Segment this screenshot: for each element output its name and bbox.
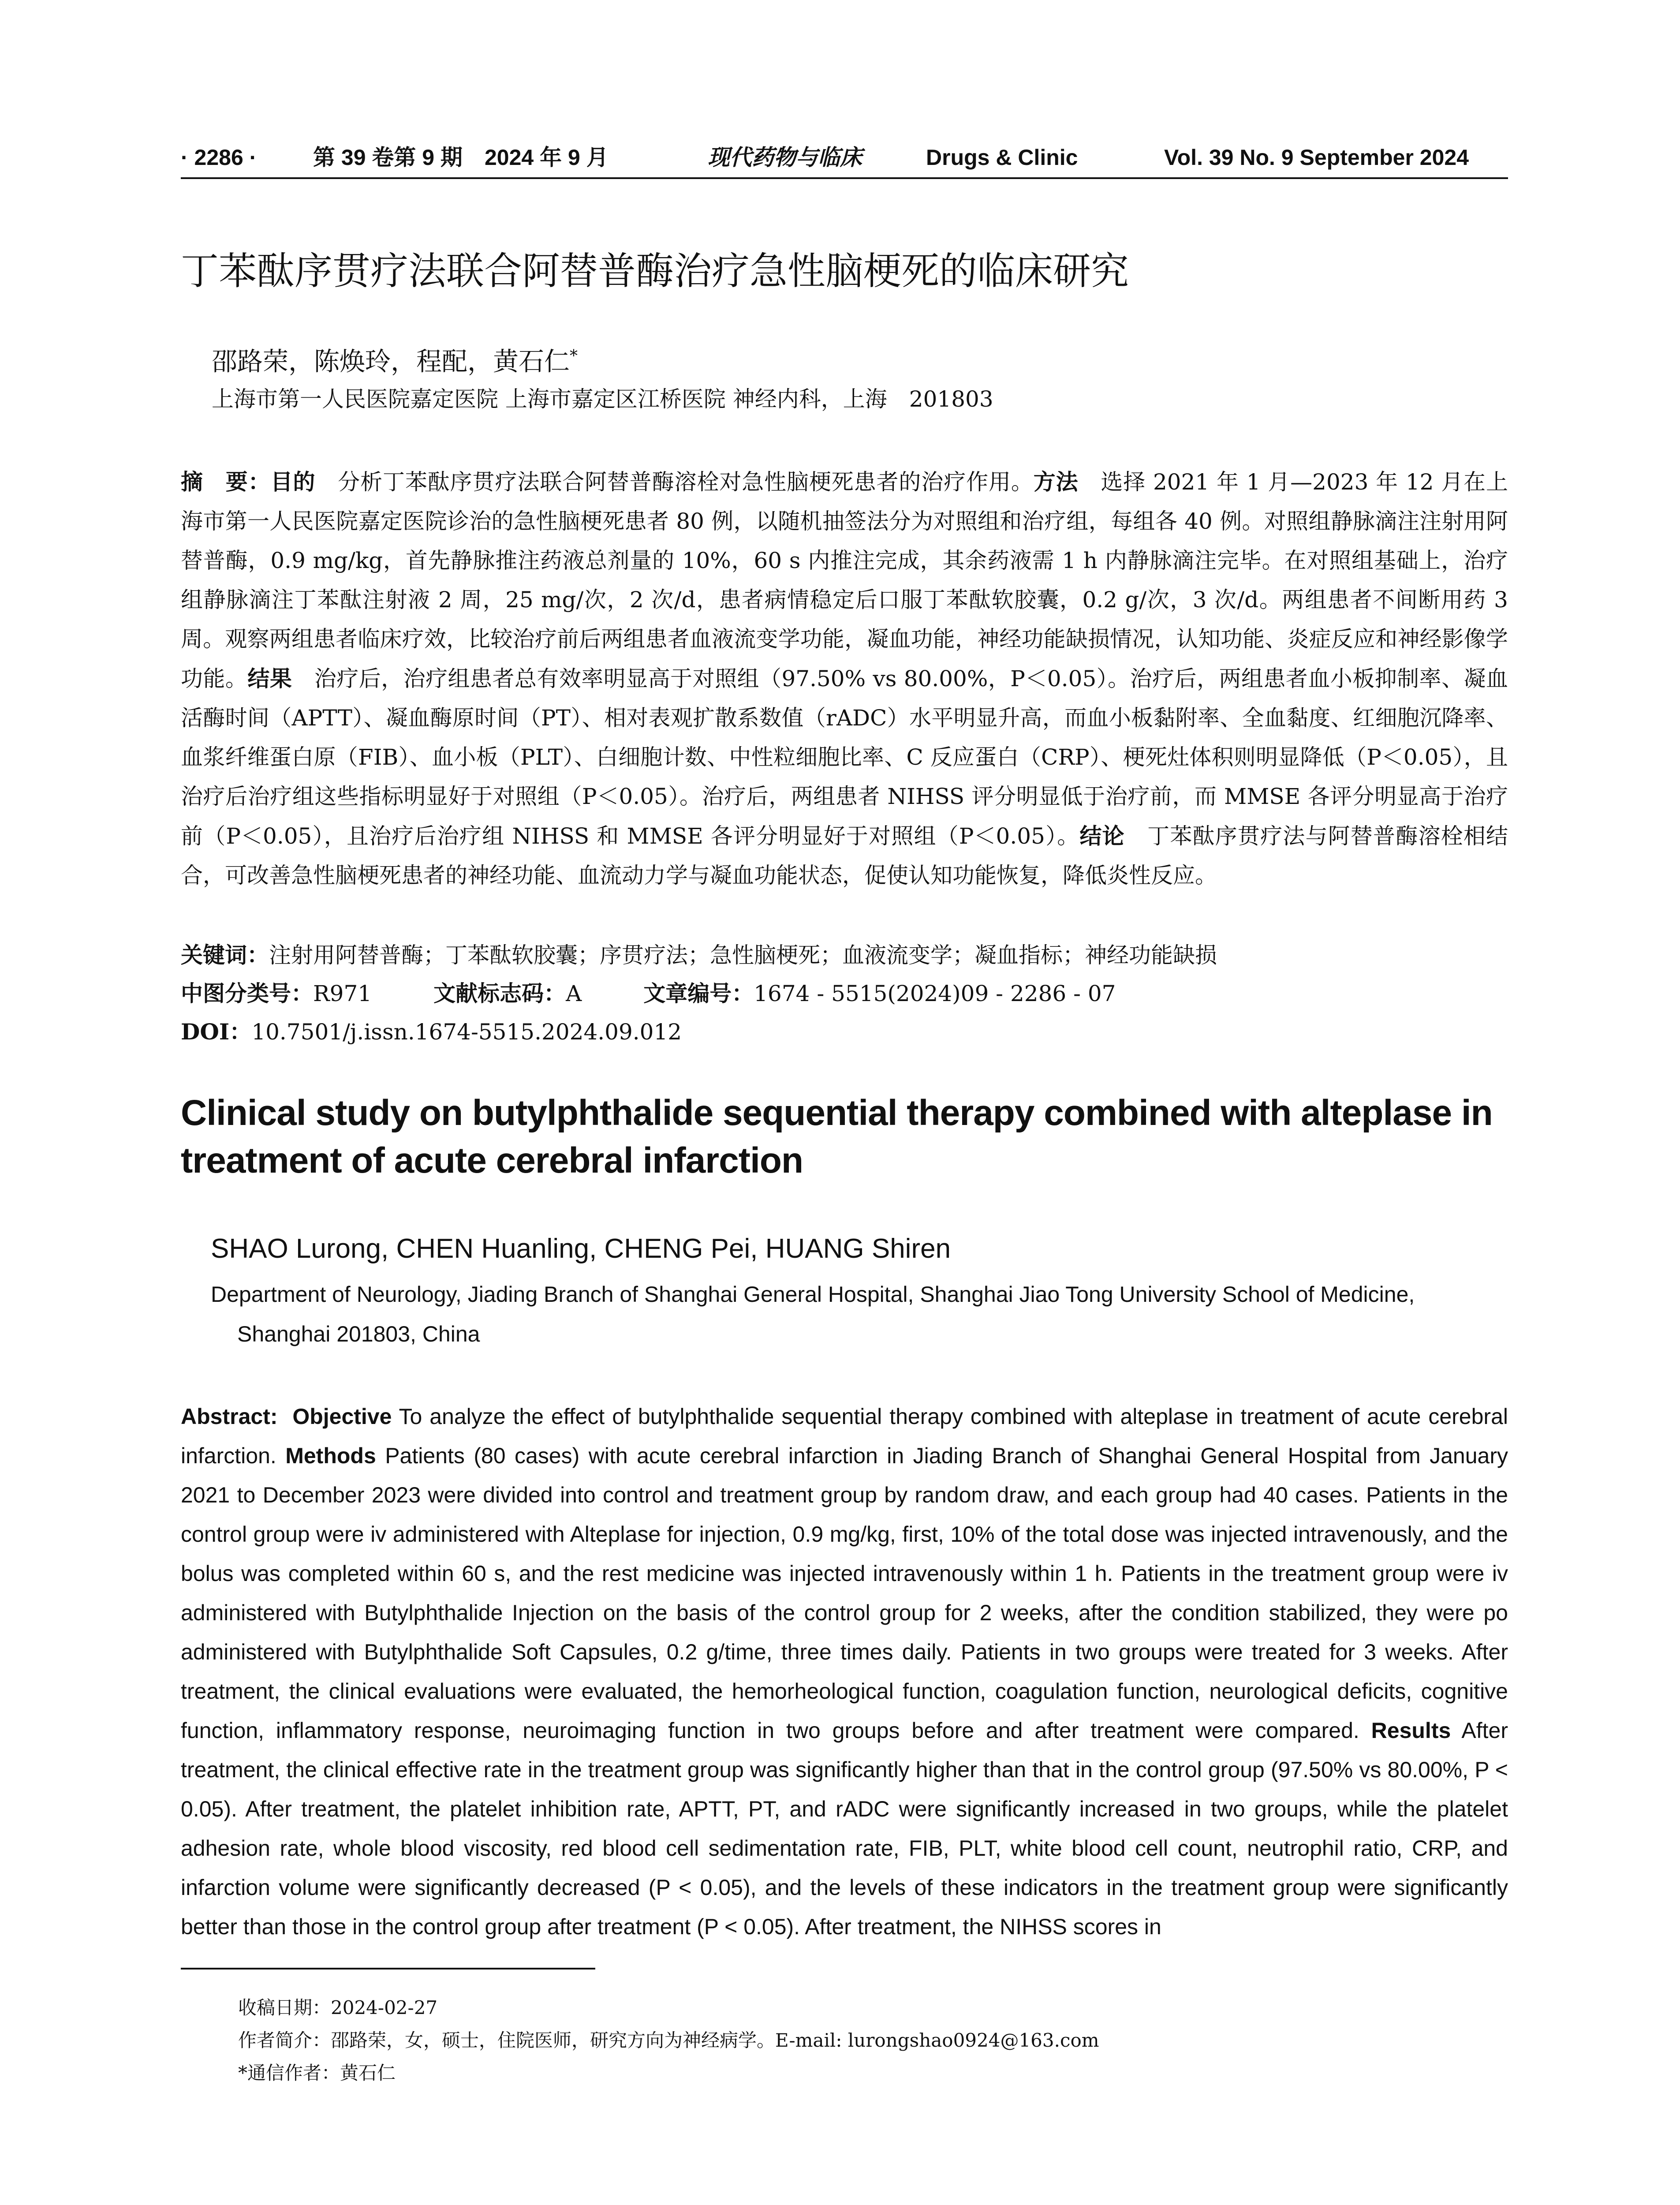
results-en-label: Results: [1371, 1718, 1451, 1743]
article-number-value: 1674 - 5515(2024)09 - 2286 - 07: [754, 981, 1116, 1006]
article-number-label: 文章编号：: [643, 980, 754, 1006]
keywords-cn: [181, 938, 1508, 973]
journal-name-cn: 现代药物与临床: [708, 144, 862, 170]
title-en: Clinical study on butylphthalide sequential therapy combined with alteplase in treatment of acute cerebral infarction: [181, 1093, 1493, 1181]
conclusion-cn-label: 结论: [1079, 823, 1125, 849]
doi-line: [181, 1014, 1508, 1050]
keywords-cn-text: 注射用阿替普酶；丁苯酞软胶囊；序贯疗法；急性脑梗死；血液流变学；凝血指标；神经功能缺损: [269, 942, 1217, 968]
objective-en-label: Objective: [292, 1404, 392, 1429]
abstract-en-label: Abstract:: [181, 1404, 278, 1429]
classification-line: [181, 976, 1508, 1011]
authors-cn: [212, 339, 578, 379]
results-cn: 治疗后，治疗组患者总有效率明显高于对照组（97.50% vs 80.00%，P＜0.05）。治疗后，两组患者血小板抑制率、凝血活酶时间（APTT）、凝血酶原时间（PT）、相对表观扩散系数值（rADC）水平明显升高，而血小板黏附率、全血黏度、红细胞沉降率、血浆纤维蛋白原（FIB）、血小板（PLT）、白细胞计数、中性粒细胞比率、C 反应蛋白（CRP）、梗死灶体积则明显降低（P＜0.05），且治疗后治疗组这些指标明显好于对照组（P＜0.05）。治疗后，两组患者 NIHSS 评分明显低于治疗前，而 MMSE 各评分明显高于治疗前（P＜0.05），且治疗后治疗组 NIHSS 和 MMSE 各评分明显好于对照组（P＜0.05）。: [181, 666, 1508, 849]
clc-value: R971: [313, 981, 372, 1006]
page-number: · 2286 ·: [181, 145, 257, 170]
issue-en: Vol. 39 No. 9 September 2024: [1164, 145, 1469, 170]
affiliation-en-line1: Department of Neurology, Jiading Branch of Shanghai General Hospital, Shanghai Jiao Tong University School of Medicine,: [211, 1282, 1415, 1307]
issue-cn: 第 39 卷第 9 期 2024 年 9 月: [313, 145, 609, 170]
objective-cn-label: 目的: [270, 469, 316, 495]
received-date: 收稿日期：2024-02-27: [238, 1997, 438, 2018]
abstract-cn-label: 摘 要：: [181, 469, 271, 495]
footnote-rule: [181, 1968, 595, 1970]
doc-code-value: A: [566, 981, 582, 1006]
journal-name-en: Drugs & Clinic: [926, 145, 1078, 170]
corresponding-mark: *: [570, 347, 578, 365]
authors-en: SHAO Lurong, CHEN Huanling, CHENG Pei, HUANG Shiren: [211, 1233, 951, 1264]
abstract-en: [181, 1397, 1508, 1947]
clc-label: 中图分类号：: [181, 980, 313, 1006]
methods-en-label: Methods: [285, 1443, 376, 1468]
doc-code-label: 文献标志码：: [433, 980, 566, 1006]
authors-cn-names: 邵路荣，陈焕玲，程配，黄石仁: [212, 346, 570, 377]
abstract-cn: [181, 462, 1508, 895]
title-cn: 丁苯酞序贯疗法联合阿替普酶治疗急性脑梗死的临床研究: [181, 249, 1129, 293]
doi-label: DOI：: [181, 1019, 252, 1045]
affiliation-en: [211, 1274, 1508, 1354]
conclusion-cn: 丁苯酞序贯疗法与阿替普酶溶栓相结合，可改善急性脑梗死患者的神经功能、血流动力学与凝血功能状态，促使认知功能恢复，降低炎性反应。: [181, 823, 1508, 888]
objective-en: To analyze the effect of butylphthalide sequential therapy combined with alteplase in treatment of acute cerebral infarction.: [181, 1404, 1508, 1468]
header-rule: [181, 177, 1508, 179]
corresponding-author: *通信作者：黄石仁: [238, 2062, 396, 2084]
affiliation-en-line2: Shanghai 201803, China: [237, 1322, 480, 1346]
doi-value: 10.7501/j.issn.1674-5515.2024.09.012: [251, 1019, 682, 1045]
affiliation-cn: 上海市第一人民医院嘉定医院 上海市嘉定区江桥医院 神经内科，上海 201803: [212, 386, 993, 412]
methods-en: Patients (80 cases) with acute cerebral infarction in Jiading Branch of Shanghai General Hospital from January 2021 to December 2023 were divided into control and treatment group by random draw, and each group had 40 cases. Patients in the control group were iv administered with Alteplase for injection, 0.9 mg/kg, first, 10% of the total dose was injected intravenously, and the bolus was completed within 60 s, and the rest medicine was injected intravenously within 1 h. Patients in the treatment group were iv administered with Butylphthalide Injection on the basis of the control group for 2 weeks, after the condition stabilized, they were po administered with Butylphthalide Soft Capsules, 0.2 g/time, three times daily. Patients in two groups were treated for 3 weeks. After treatment, the clinical evaluations were evaluated, the hemorheological function, coagulation function, neurological deficits, cognitive function, inflammatory response, neuroimaging function in two groups before and after treatment were compared.: [181, 1443, 1508, 1743]
objective-cn: 分析丁苯酞序贯疗法联合阿替普酶溶栓对急性脑梗死患者的治疗作用。: [315, 469, 1034, 495]
author-bio: 作者简介：邵路荣，女，硕士，住院医师，研究方向为神经病学。E-mail: lurongshao0924@163.com: [238, 2029, 1099, 2051]
results-cn-label: 结果: [247, 665, 292, 691]
methods-cn: 选择 2021 年 1 月—2023 年 12 月在上海市第一人民医院嘉定医院诊治的急性脑梗死患者 80 例，以随机抽签法分为对照组和治疗组，每组各 40 例。对照组静脉滴注注射用阿替普酶，0.9 mg/kg，首先静脉推注药液总剂量的 10%，60 s 内推注完成，其余药液需 1 h 内静脉滴注完毕。在对照组基础上，治疗组静脉滴注丁苯酞注射液 2 周，25 mg/次，2 次/d，患者病情稳定后口服丁苯酞软胶囊，0.2 g/次，3 次/d。两组患者不间断用药 3 周。观察两组患者临床疗效，比较治疗前后两组患者血液流变学功能，凝血功能，神经功能缺损情况，认知功能、炎症反应和神经影像学功能。: [181, 469, 1508, 691]
keywords-cn-label: 关键词：: [181, 942, 269, 968]
methods-cn-label: 方法: [1033, 469, 1079, 495]
results-en: After treatment, the clinical effective rate in the treatment group was significantly higher than that in the control group (97.50% vs 80.00%, P < 0.05). After treatment, the platelet inhibition rate, APTT, PT, and rADC were significantly increased in two groups, while the platelet adhesion rate, whole blood viscosity, red blood cell sedimentation rate, FIB, PLT, white blood cell count, neutrophil ratio, CRP, and infarction volume were significantly decreased (P < 0.05), and the levels of these indicators in the treatment group were significantly better than those in the control group after treatment (P < 0.05). After treatment, the NIHSS scores in: [181, 1718, 1508, 1939]
